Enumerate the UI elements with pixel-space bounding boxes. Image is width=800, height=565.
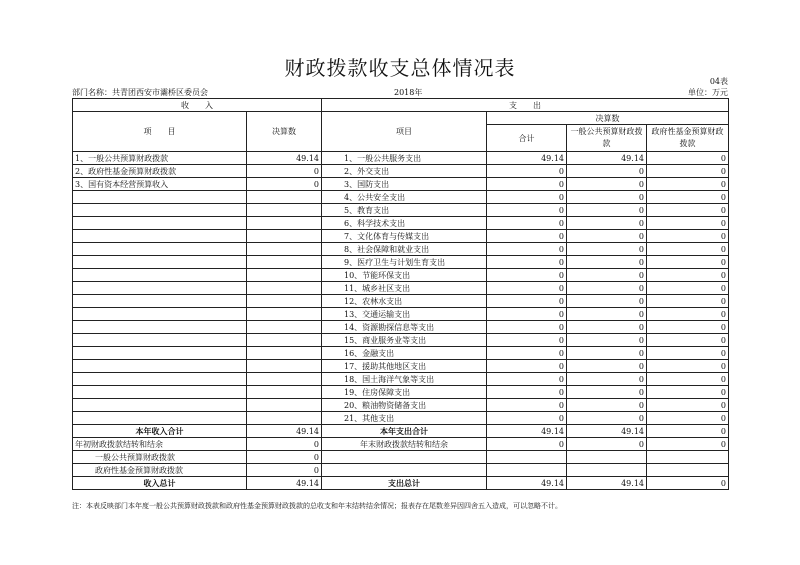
expense-general: 0: [567, 308, 647, 321]
expense-item: 7、文化体育与传媒支出: [322, 230, 487, 243]
expense-fund: 0: [647, 217, 729, 230]
expense-general: 0: [567, 399, 647, 412]
end-carryover-fund: 0: [647, 438, 729, 451]
expense-general: 0: [567, 373, 647, 386]
year-income-value: 49.14: [247, 425, 322, 438]
income-item: [73, 217, 247, 230]
table-row: [73, 399, 729, 412]
expense-fund: 0: [647, 386, 729, 399]
expense-item: 4、公共安全支出: [322, 191, 487, 204]
expense-item: 19、住房保障支出: [322, 386, 487, 399]
expense-fund: 0: [647, 373, 729, 386]
expense-total: 0: [487, 178, 567, 191]
expense-total: 0: [487, 256, 567, 269]
table-row: [73, 165, 729, 178]
fund-carryover-row: [73, 464, 729, 477]
expense-item-header: 项目: [322, 112, 487, 152]
expense-total: 0: [487, 204, 567, 217]
expense-fund: 0: [647, 412, 729, 425]
end-carryover-general: 0: [567, 438, 647, 451]
expense-general: 0: [567, 334, 647, 347]
table-row: [73, 152, 729, 165]
expense-total: 0: [487, 282, 567, 295]
income-value: [247, 230, 322, 243]
fund-budget-header: 政府性基金预算财政拨款: [647, 125, 729, 152]
income-item: [73, 308, 247, 321]
income-value: [247, 373, 322, 386]
general-carryover-label: 一般公共预算财政拨款: [73, 451, 247, 464]
expense-item: 17、援助其他地区支出: [322, 360, 487, 373]
year-expense-general: 49.14: [567, 425, 647, 438]
income-value: 0: [247, 165, 322, 178]
expense-total: 0: [487, 334, 567, 347]
expense-fund: 0: [647, 347, 729, 360]
header-row-1: [73, 99, 729, 112]
expense-total: 0: [487, 321, 567, 334]
income-value: [247, 269, 322, 282]
expense-total: 0: [487, 386, 567, 399]
year-income-label: 本年收入合计: [73, 425, 247, 438]
expense-header: 支 出: [322, 99, 729, 112]
expense-general: 0: [567, 230, 647, 243]
form-number: 04表: [709, 77, 728, 86]
expense-fund: 0: [647, 152, 729, 165]
table-row: [73, 230, 729, 243]
expense-item: 15、商业服务业等支出: [322, 334, 487, 347]
income-value: [247, 334, 322, 347]
expense-fund: 0: [647, 191, 729, 204]
expense-item: 3、国防支出: [322, 178, 487, 191]
income-value: [247, 321, 322, 334]
income-item: 2、政府性基金预算财政拨款: [73, 165, 247, 178]
income-item: [73, 360, 247, 373]
expense-item: 16、金融支出: [322, 347, 487, 360]
expense-total-general: 49.14: [567, 477, 647, 490]
expense-fund: 0: [647, 321, 729, 334]
expense-fund: 0: [647, 269, 729, 282]
expense-item: 10、节能环保支出: [322, 269, 487, 282]
expense-general: 49.14: [567, 152, 647, 165]
table-row: [73, 295, 729, 308]
income-item: [73, 373, 247, 386]
table-row: [73, 191, 729, 204]
fund-carryover-label: 政府性基金预算财政拨款: [73, 464, 247, 477]
income-header: 收 入: [73, 99, 322, 112]
income-item: [73, 269, 247, 282]
expense-item: 11、城乡社区支出: [322, 282, 487, 295]
meta-row: [72, 87, 728, 97]
income-item: [73, 334, 247, 347]
expense-item: 2、外交支出: [322, 165, 487, 178]
fund-carryover-value: 0: [247, 464, 322, 477]
expense-total: 0: [487, 269, 567, 282]
expense-fund: 0: [647, 282, 729, 295]
table-row: [73, 256, 729, 269]
expense-general: 0: [567, 243, 647, 256]
table-row: [73, 386, 729, 399]
table-row: [73, 243, 729, 256]
begin-carryover-value: 0: [247, 438, 322, 451]
page-title: 财政拨款收支总体情况表: [284, 56, 516, 80]
expense-fund: 0: [647, 178, 729, 191]
table-row: [73, 360, 729, 373]
expense-total: 0: [487, 412, 567, 425]
income-item: [73, 230, 247, 243]
expense-total: 0: [487, 191, 567, 204]
expense-general: 0: [567, 204, 647, 217]
expense-item: 20、粮油物资储备支出: [322, 399, 487, 412]
income-value: 0: [247, 178, 322, 191]
expense-fund: 0: [647, 243, 729, 256]
income-item: [73, 256, 247, 269]
income-value: [247, 399, 322, 412]
total-header: 合计: [487, 125, 567, 152]
year-expense-total: 49.14: [487, 425, 567, 438]
income-item: [73, 282, 247, 295]
expense-item: 14、资源勘探信息等支出: [322, 321, 487, 334]
expense-fund: 0: [647, 295, 729, 308]
expense-total-label: 支出总计: [322, 477, 487, 490]
expense-general: 0: [567, 178, 647, 191]
header-row-2: [73, 112, 729, 125]
income-item: [73, 321, 247, 334]
expense-general: 0: [567, 269, 647, 282]
expense-fund: 0: [647, 334, 729, 347]
income-value: [247, 282, 322, 295]
expense-total: 49.14: [487, 152, 567, 165]
begin-carryover-label: 年初财政拨款结转和结余: [73, 438, 247, 451]
income-total-value: 49.14: [247, 477, 322, 490]
income-value: [247, 295, 322, 308]
expense-item: 18、国土海洋气象等支出: [322, 373, 487, 386]
expense-general: 0: [567, 360, 647, 373]
expense-total: 0: [487, 230, 567, 243]
table-row: [73, 412, 729, 425]
expense-general: 0: [567, 347, 647, 360]
income-value: [247, 386, 322, 399]
expense-general: 0: [567, 282, 647, 295]
expense-general: 0: [567, 217, 647, 230]
expense-total: 0: [487, 399, 567, 412]
expense-general: 0: [567, 321, 647, 334]
year-expense-label: 本年支出合计: [322, 425, 487, 438]
income-value: [247, 217, 322, 230]
footnote: 注：本表反映部门本年度一般公共预算财政拨款和政府性基金预算财政拨款的总收支和年末结转结余情况；报表存在尾数差异因四舍五入造成，可以忽略不计。: [72, 502, 562, 510]
expense-fund: 0: [647, 230, 729, 243]
expense-general: 0: [567, 295, 647, 308]
expense-general: 0: [567, 412, 647, 425]
expense-total-total: 49.14: [487, 477, 567, 490]
income-item: [73, 412, 247, 425]
income-value: [247, 308, 322, 321]
expense-item: 1、一般公共服务支出: [322, 152, 487, 165]
expense-fund: 0: [647, 308, 729, 321]
table-row: [73, 334, 729, 347]
income-item: [73, 295, 247, 308]
expense-general: 0: [567, 256, 647, 269]
income-item: [73, 386, 247, 399]
expense-general: 0: [567, 165, 647, 178]
expense-item: 13、交通运输支出: [322, 308, 487, 321]
general-budget-header: 一般公共预算财政拨款: [567, 125, 647, 152]
income-value: [247, 191, 322, 204]
expense-total: 0: [487, 217, 567, 230]
expense-fund: 0: [647, 399, 729, 412]
expense-item: 21、其他支出: [322, 412, 487, 425]
table-row: [73, 217, 729, 230]
income-value: [247, 360, 322, 373]
table-row: [73, 373, 729, 386]
department-name: 部门名称：共青团西安市灞桥区委员会: [72, 88, 208, 97]
general-carryover-value: 0: [247, 451, 322, 464]
end-carryover-total: 0: [487, 438, 567, 451]
expense-total-fund: 0: [647, 477, 729, 490]
income-item: [73, 347, 247, 360]
income-item-header: 项 目: [73, 112, 247, 152]
fiscal-table: [72, 98, 729, 490]
expense-total: 0: [487, 243, 567, 256]
income-value: 49.14: [247, 152, 322, 165]
expense-fund: 0: [647, 256, 729, 269]
table-row: [73, 321, 729, 334]
income-item: 1、一般公共预算财政拨款: [73, 152, 247, 165]
income-value: [247, 204, 322, 217]
expense-item: 12、农林水支出: [322, 295, 487, 308]
table-row: [73, 204, 729, 217]
expense-fund: 0: [647, 360, 729, 373]
income-amount-header: 决算数: [247, 112, 322, 152]
expense-item: 9、医疗卫生与计划生育支出: [322, 256, 487, 269]
income-item: [73, 204, 247, 217]
table-row: [73, 308, 729, 321]
expense-total: 0: [487, 308, 567, 321]
income-item: [73, 399, 247, 412]
carryover-row: [73, 438, 729, 451]
table-row: [73, 178, 729, 191]
expense-item: 8、社会保障和就业支出: [322, 243, 487, 256]
income-value: [247, 256, 322, 269]
expense-total: 0: [487, 165, 567, 178]
income-value: [247, 347, 322, 360]
year-expense-fund: 0: [647, 425, 729, 438]
income-item: 3、国有资本经营预算收入: [73, 178, 247, 191]
expense-total: 0: [487, 347, 567, 360]
table-row: [73, 347, 729, 360]
income-item: [73, 243, 247, 256]
table-row: [73, 269, 729, 282]
income-value: [247, 243, 322, 256]
expense-item: 5、教育支出: [322, 204, 487, 217]
income-item: [73, 191, 247, 204]
year-total-row: [73, 425, 729, 438]
end-carryover-label: 年末财政拨款结转和结余: [322, 438, 487, 451]
unit-label: 单位：万元: [688, 88, 728, 97]
expense-amount-header: 决算数: [487, 112, 729, 125]
expense-total: 0: [487, 373, 567, 386]
expense-general: 0: [567, 386, 647, 399]
report-year: 2018年: [394, 88, 423, 97]
expense-item: 6、科学技术支出: [322, 217, 487, 230]
table-row: [73, 282, 729, 295]
expense-fund: 0: [647, 165, 729, 178]
income-total-label: 收入总计: [73, 477, 247, 490]
expense-total: 0: [487, 295, 567, 308]
expense-general: 0: [567, 191, 647, 204]
expense-total: 0: [487, 360, 567, 373]
income-value: [247, 412, 322, 425]
expense-fund: 0: [647, 204, 729, 217]
general-carryover-row: [73, 451, 729, 464]
grand-total-row: [73, 477, 729, 490]
